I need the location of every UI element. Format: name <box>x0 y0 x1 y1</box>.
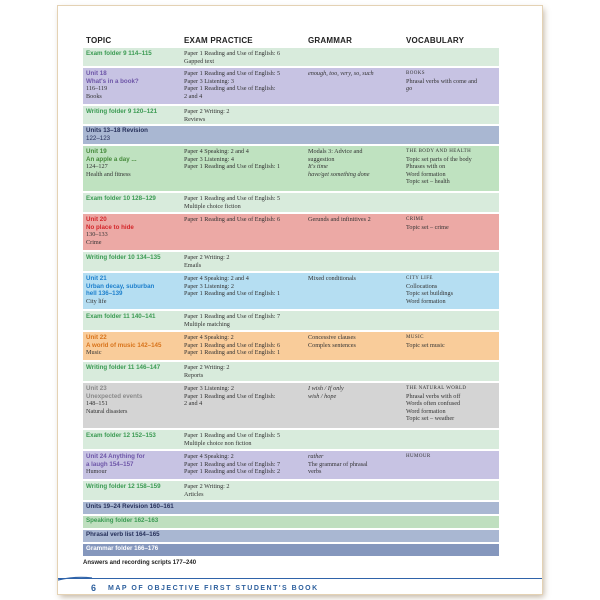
table-row: Exam folder 12 152–153 Paper 1 Reading and Use of English: 5 Multiple choice non fiction <box>83 430 499 449</box>
table-row: Writing folder 10 134–135 Paper 2 Writing: 2 Emails <box>83 252 499 271</box>
page <box>58 6 542 594</box>
footer-title: MAP OF OBJECTIVE FIRST STUDENT'S BOOK <box>108 585 319 592</box>
topic-title: Unexpected events <box>86 392 143 400</box>
table-row: Unit 22 A world of music 142–145 Music Paper 4 Speaking: 2 Paper 1 Reading and Use of English: 6 Paper 1 Reading and Use of English: 1 Concessive clauses Complex sentences MUSIC Topic set music <box>83 332 499 360</box>
topic-title: Unit 24 Anything for <box>86 453 145 460</box>
topic-title: Writing folder 11 146–147 <box>86 364 161 371</box>
topic-title: Exam folder 12 152–153 <box>86 432 156 439</box>
page-number: 6 <box>91 583 97 593</box>
table-row: Unit 20 No place to hide 130–133 Crime Paper 1 Reading and Use of English: 6 Gerunds and infinitives 2 CRIME Topic set – crime <box>83 214 499 250</box>
topic-title: A world of music 142–145 <box>86 341 162 349</box>
table-row <box>83 516 499 528</box>
speaking-folder-title: Speaking folder 162–163 <box>86 517 159 524</box>
table-row: Exam folder 9 114–115 Paper 1 Reading and Use of English: 6 Gapped text <box>83 48 499 66</box>
table-row: Writing folder 12 158–159 Paper 2 Writing: 2 Articles <box>83 481 499 500</box>
vocabulary-column-header: VOCABULARY <box>406 36 465 45</box>
table-row: Writing folder 9 120–121 Paper 2 Writing: 2 Reviews <box>83 106 499 124</box>
table-row <box>83 530 499 542</box>
exam-practice-column-header: EXAM PRACTICE <box>184 36 253 45</box>
table-row <box>83 544 499 556</box>
topic-title: Urban decay, suburban <box>86 282 155 290</box>
topic-title: Exam folder 10 128–129 <box>86 195 156 202</box>
table-row: Unit 18 What's in a book? 116–119 Books Paper 1 Reading and Use of English: 5 Paper 3 Listening: 3 Paper 1 Reading and Use of English: 2 and 4 enough, too, very, so, such BOOKS Phrasal verbs with come and go <box>83 68 499 104</box>
table-row: Units 13–18 Revision 122–123 <box>83 126 499 144</box>
topic-title: Writing folder 9 120–121 <box>86 108 158 115</box>
topic-title: What's in a book? <box>86 77 139 85</box>
topic-title: Writing folder 10 134–135 <box>86 254 161 261</box>
table-row: Unit 23 Unexpected events 148–151 Natural disasters Paper 3 Listening: 2 Paper 1 Reading and Use of English: 2 and 4 I wish / If only wish / hope THE NATURAL WORLD Phrasal verbs with off Words often confused Word formation Topic set – weather <box>83 383 499 428</box>
grammar-column-header: GRAMMAR <box>308 36 353 45</box>
revision-title: Units 13–18 Revision <box>86 127 148 134</box>
page-footer <box>58 578 542 594</box>
topic-title: Writing folder 12 158–159 <box>86 483 161 490</box>
contents-table <box>83 48 499 558</box>
answers-line: Answers and recording scripts 177–240 <box>83 560 197 566</box>
grammar-folder-title: Grammar folder 166–176 <box>86 545 159 552</box>
table-row: Unit 24 Anything for a laugh 154–157 Humour Paper 4 Speaking: 2 Paper 1 Reading and Use of English: 7 Paper 1 Reading and Use of English: 2 rather The grammar of phrasal verbs HUMOUR <box>83 451 499 479</box>
table-row: Exam folder 11 140–141 Paper 1 Reading and Use of English: 7 Multiple matching <box>83 311 499 330</box>
table-row: Exam folder 10 128–129 Paper 1 Reading and Use of English: 5 Multiple choice fiction <box>83 193 499 212</box>
table-row <box>83 502 499 514</box>
topic-title: Exam folder 9 114–115 <box>86 50 152 57</box>
table-row: Unit 19 An apple a day ... 124–127 Health and fitness Paper 4 Speaking: 2 and 4 Paper 3 Listening: 4 Paper 1 Reading and Use of English: 1 Modals 3: Advice and suggestion It's time have/get something done THE BODY AND HEALTH Topic set parts of the body Phrases with on Word formation Topic set – health <box>83 146 499 191</box>
topic-title: Exam folder 11 140–141 <box>86 313 156 320</box>
table-row: Unit 21 Urban decay, suburban hell 136–139 City life Paper 4 Speaking: 2 and 4 Paper 3 Listening: 2 Paper 1 Reading and Use of English: 1 Mixed conditionals CITY LIFE Collocations Topic set buildings Word formation <box>83 273 499 309</box>
table-header <box>58 34 542 48</box>
topic-title: An apple a day ... <box>86 155 137 163</box>
revision-title: Units 19–24 Revision 160–161 <box>86 503 174 510</box>
topic-title: No place to hide <box>86 223 134 231</box>
phrasal-verb-list-title: Phrasal verb list 164–165 <box>86 531 160 538</box>
table-row: Writing folder 11 146–147 Paper 2 Writing: 2 Reports <box>83 362 499 381</box>
topic-column-header: TOPIC <box>86 36 112 45</box>
